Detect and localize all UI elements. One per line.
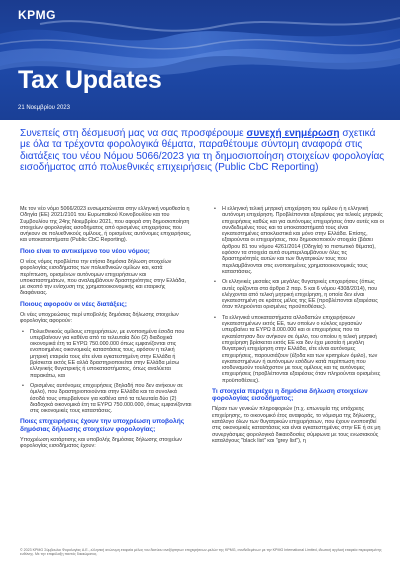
kpmg-logo: KPMG <box>18 8 56 22</box>
section-heading: Ποιες επιχειρήσεις έχουν την υποχρέωση υποβολής δημόσιας δήλωσης στοιχείων φορολογίας; <box>20 418 185 433</box>
copyright-footer: © 2023 KPMG Σύμβουλοι Φορολογίας Α.Ε., ελληνική ανώνυμη εταιρεία μέλος του δικτύου ανεξάρτητων επιχειρήσεων-μελών της KPMG, συνδεδεμένων με την KPMG International Limited, ιδιωτική αγγλική εταιρεία περιορισμένης ευθύνης. Με την επιφύλαξη παντός δικαιώματος. <box>20 548 382 557</box>
section-heading: Ποιους αφορούν οι νέες διατάξεις; <box>20 300 127 308</box>
list-item: • Η ελληνική τελική μητρική επιχείρηση του ομίλου ή η ελληνική αυτόνομη επιχείρηση. Προβλέπονται εξαιρέσεις για τελικές μητρικές επιχειρήσεις καθώς και για αυτόνομες επιχειρήσεις όταν αυτές και οι συνδεδεμένες τους και τα υποκαταστήματά τους είναι εγκατεστημένες αποκλειστικά και μόνο στην Ελλάδα. Επίσης, εξαιρούνται οι επιχειρήσεις, που δημοσιοποιούν στοιχεία (βάσει άρθρου 81 του νόμου 4261/2014 (Οδηγία) το πιστωτικό θέματα), εφόσον τα στοιχεία αυτά συμπεριλαμβάνουν όλες τις δραστηριότητές αυτών και των θυγατρικών τους που περιλαμβάνονται στις ενοποιημένες χρηματοοικονομικές τους καταστάσεις. <box>212 206 384 275</box>
intro-text-end: σχετικά με όλα τα τρέχοντα φορολογικά θέματα, παραθέτουμε σύντομη αναφορά στις διατάξεις του νέου Νόμου 5066/2023 για τη δημοσιοποίηση στοιχείων φορολογίας εισοδήματος από πολυεθνικές επιχειρήσεις (Public CbC Reporting) <box>20 128 385 173</box>
list-item: • Τα ελληνικά υποκαταστήματα αλλοδαπών επιχειρήσεων εγκατεστημένων εκτός ΕΕ, των οποίων ο κύκλος εργασιών υπερβαίνει τα ΕΥΡΩ 8.000.000 και οι επιχειρήσεις που τα εγκατέστησαν δεν ανήκουν σε όμιλο, του οποίου η τελική μητρική επιχείρηση βρίσκεται εκτός ΕΕ και δεν έχει μεσαία ή μεγάλη θυγατρική επιχείρηση στην Ελλάδα, είτε είναι αυτόνομες επιχειρήσεις, παρουσιάζουν (έξοδα και των κριτηρίων όμιλο), των εγκατεστημένων ή αυτόνομων εσόδων κατά περίπτωση που ισοδυναμούν τουλάχιστον με τους ομίλους και τις αυτόνομες επιχειρήσεις (προβλέπονται εξαιρέσεις όταν πληρούνται ορισμένες προϋποθέσεις). <box>212 315 384 384</box>
right-column <box>212 206 384 448</box>
list-item: • Οι ελληνικές μεσαίες και μεγάλες θυγατρικές επιχειρήσεις (όπως αυτές ορίζονται στα άρθρα 2 παρ. 5 και 6 νόμου 4308/2014), που ελέγχονται από τελική μητρική επιχείρηση, η οποία δεν είναι εγκατεστημένη σε κράτος μέλος της ΕΕ (προβλέπονται εξαιρέσεις όταν πληρούνται ορισμένες προϋποθέσεις). <box>212 279 384 310</box>
list-item: • Πολυεθνικούς ομίλους επιχειρήσεων, με ενοποιημένα έσοδα που υπερβαίνουν για καθένα από τα τελευταία δύο (2) διαδοχικά οικονομικά έτη τα ΕΥΡΩ 750.000.000 όπως εμφανίζονται στις ενοποιημένες οικονομικές καταστάσεις τους, εφόσον η τελική μητρική εταιρεία τους είτε είναι εγκατεστημένη στην Ελλάδα ή βρίσκεται εκτός ΕΕ αλλά δραστηριοποιείται στην Ελλάδα μέσω ελληνικής θυγατρικής ή υποκαταστήματος, όπως αναλύεται παρακάτω, και <box>20 329 192 379</box>
header-banner <box>0 0 400 120</box>
section-heading: Τι στοιχεία περιέχει η δημόσια δήλωση στοιχείων φορολογίας εισοδήματος; <box>212 388 368 403</box>
paragraph: Ο νέος νόμος προβλέπει την ετήσια δημόσια δήλωση στοιχείων φορολογίας εισοδήματος των πολυεθνικών ομίλων και, κατά περίπτωση, ορισμένων αυτόνομων επιχειρήσεων και υποκαταστημάτων, που αναλαμβάνουν δραστηριότητες στην Ελλάδα, με σκοπό την ενίσχυση της χρηματοοικονομικής και εταιρικής διαφάνειας. <box>20 258 186 297</box>
left-column <box>20 206 192 453</box>
paragraph: Πέραν των γενικών πληροφοριών (π.χ. επωνυμία της υπόχρεης επιχείρησης, το οικονομικό έτος αναφοράς, το νόμισμα της δήλωσης, κατάλογο όλων των θυγατρικών επιχειρήσεων, που έχουν ενοποιηθεί στις οικονομικές καταστάσεις και είναι εγκατεστημένες στην ΕΕ ή σε μη συνεργάσιμες φορολογικά δικαιοδοσίες σύμφωνα με τους ενωσιακούς καταλόγους "black list" και "grey list"), η <box>212 406 381 444</box>
bullet-list <box>212 206 384 384</box>
section-heading: Ποιο είναι το αντικείμενο του νέου νόμου; <box>20 247 150 255</box>
intro-paragraph <box>20 128 386 173</box>
list-item: • Ορισμένες αυτόνομες επιχειρήσεις (δηλαδή που δεν ανήκουν σε όμιλο), που δραστηριοποιούνται στην Ελλάδα και τα συνολικά έσοδά τους υπερβαίνουν για καθένα από τα τελευταία δύο (2) διαδοχικά οικονομικά έτη τα ΕΥΡΩ 750.000.000, όπως εμφανίζονται στις οικονομικές τους καταστάσεις. <box>20 383 192 414</box>
paragraph: Με τον νέο νόμο 5066/2023 ενσωματώνεται στην ελληνική νομοθεσία η Οδηγία (ΕΕ) 2021/2101 του Ευρωπαϊκού Κοινοβουλίου και του Συμβουλίου της 24ης Νοεμβρίου 2021, που αφορά στη δημοσιοποίηση στοιχείων φορολογίας εισοδήματος από ορισμένες επιχειρήσεις που ανήκουν σε πολυεθνικούς ομίλους, ή ορισμένες αυτόνομες επιχειρήσεις, και υποκαταστήματα (Public CbC Reporting). <box>20 206 192 244</box>
publication-date: 21 Νοεμβρίου 2023 <box>18 105 70 111</box>
paragraph: Υποχρέωση κατάρτισης και υποβολής δημόσιας δήλωσης στοιχείων φορολογίας εισοδήματος έχουν: <box>20 436 182 450</box>
bullet-list <box>20 329 192 415</box>
page-title: Tax Updates <box>18 66 162 94</box>
continuous-update-link[interactable]: συνεχή ενημέρωση <box>246 128 340 139</box>
wave-background <box>0 0 400 120</box>
paragraph: Οι νέες υποχρεώσεις περί υποβολής δημόσιας δήλωσης στοιχείων φορολογίας αφορούν: <box>20 311 179 325</box>
intro-text-start: Συνεπείς στη δέσμευσή μας να σας προσφέρουμε <box>20 128 247 139</box>
